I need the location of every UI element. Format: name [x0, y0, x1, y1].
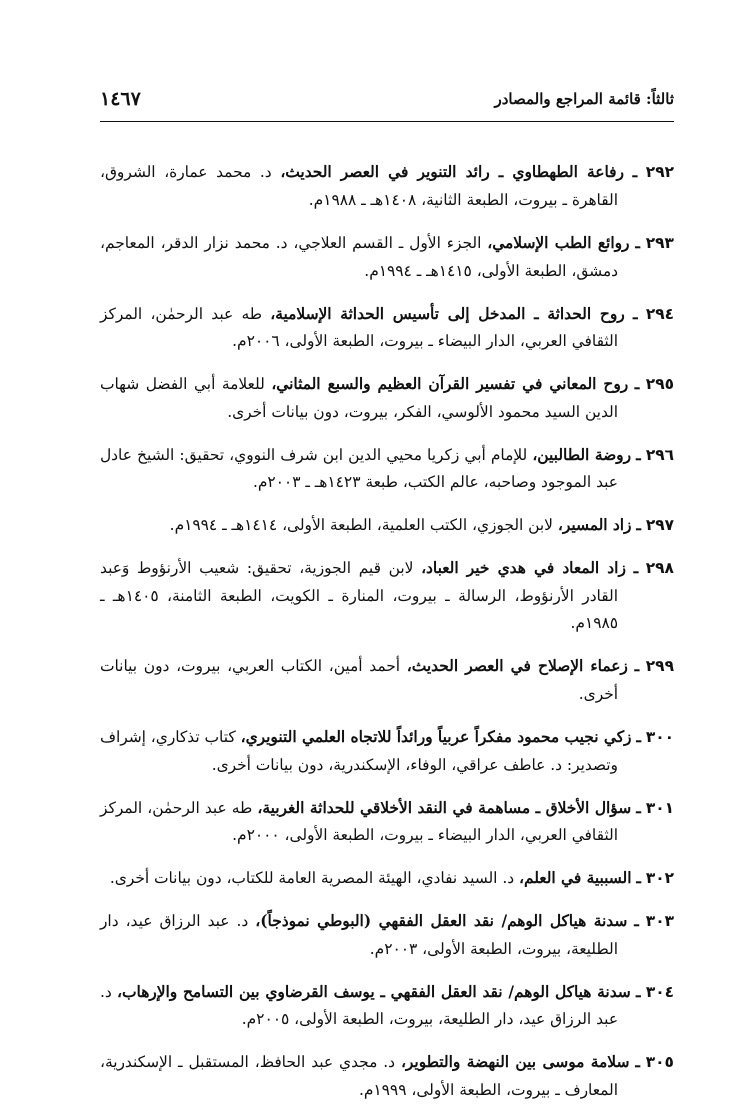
entry-details: د. مجدي عبد الحافظ، المستقبل ـ الإسكندرية، المعارف ـ بيروت، الطبعة الأولى، ١٩٩٩م. [100, 1053, 618, 1099]
entry-title: سلامة موسى بين النهضة والتطوير، [400, 1053, 630, 1072]
bibliography-entry [100, 442, 674, 497]
section-title: ثالثاً: قائمة المراجع والمصادر [494, 90, 674, 108]
entry-number: ٣٠١ [645, 798, 674, 817]
entry-separator: ـ [633, 304, 638, 323]
entry-number: ٣٠٢ [645, 869, 674, 888]
entry-title: زكي نجيب محمود مفكراً عربياً ورائداً للاتجاه العلمي التنويري، [240, 728, 632, 747]
entry-details: للإمام أبي زكريا محيي الدين ابن شرف النووي، تحقيق: الشيخ عادل عبد الموجود وصاحبه، عالم الكتب، طبعة ١٤٢٣هـ ـ ٢٠٠٣م. [100, 445, 618, 492]
bibliography-entry [100, 1049, 674, 1104]
entry-details: طه عبد الرحمٰن، المركز الثقافي العربي، الدار البيضاء ـ بيروت، الطبعة الأولى، ٢٠٠٠م. [100, 798, 618, 845]
entry-number: ٣٠٥ [645, 1053, 674, 1072]
entry-number: ٢٩٩ [645, 657, 674, 676]
bibliography-entry [100, 979, 674, 1034]
entry-title: زعماء الإصلاح في العصر الحديث، [406, 657, 628, 676]
bibliography-entry [100, 301, 674, 356]
entry-separator: ـ [634, 912, 639, 931]
entry-title: سدنة هياكل الوهم/ نقد العقل الفقهي ـ يوسف القرضاوي بين التسامح والإرهاب، [117, 982, 631, 1001]
entry-separator: ـ [635, 1053, 640, 1072]
entry-separator: ـ [632, 163, 638, 182]
entry-number: ٢٩٣ [645, 233, 674, 252]
entry-number: ٣٠٣ [645, 912, 674, 931]
entry-number: ٢٩٨ [645, 559, 674, 578]
entry-title: رفاعة الطهطاوي ـ رائد التنوير في العصر الحديث، [280, 163, 624, 182]
entry-details: للعلامة أبي الفضل شهاب الدين السيد محمود الألوسي، الفكر، بيروت، دون بيانات أخرى. [100, 375, 618, 421]
entry-details: د. محمد عمارة، الشروق، القاهرة ـ بيروت، الطبعة الثانية، ١٤٠٨هـ ـ ١٩٨٨م. [100, 163, 618, 209]
entry-separator: ـ [634, 657, 640, 676]
entry-details: د. عبد الرزاق عيد، دار الطليعة، بيروت، الطبعة الأولى، ٢٠٠٥م. [100, 982, 618, 1029]
entry-title: سدنة هياكل الوهم/ نقد العقل الفقهي (البوطي نموذجاً)، [255, 912, 628, 931]
entry-details: لابن قيم الجوزية، تحقيق: شعيب الأرنؤوط وَعبد القادر الأرنؤوط، الرسالة ـ بيروت، المنارة ـ الكويت، الطبعة الثامنة، ١٤٠٥هـ ـ ١٩٨٥م. [100, 559, 618, 633]
entry-title: روضة الطالبين، [532, 445, 632, 464]
bibliography-entry [100, 555, 674, 638]
entry-details: أحمد أمين، الكتاب العربي، بيروت، دون بيانات أخرى. [100, 657, 618, 704]
bibliography-entry [100, 512, 674, 540]
entry-separator: ـ [636, 982, 641, 1001]
page-number: ١٤٦٧ [100, 88, 141, 110]
entry-separator: ـ [636, 728, 641, 747]
bibliography-list [100, 144, 674, 1110]
bibliography-entry [100, 371, 674, 426]
bibliography-entry [100, 865, 674, 893]
entry-separator: ـ [636, 445, 641, 464]
entry-separator: ـ [636, 869, 641, 888]
entry-separator: ـ [636, 798, 641, 817]
bibliography-entry [100, 653, 674, 708]
bibliography-entry [100, 795, 674, 850]
entry-title: السببية في العلم، [519, 869, 632, 888]
entry-details: كتاب تذكاري، إشراف وتصدير: د. عاطف عراقي، الوفاء، الإسكندرية، دون بيانات أخرى. [100, 728, 618, 774]
entry-number: ٢٩٧ [645, 516, 674, 535]
entry-details: طه عبد الرحمٰن، المركز الثقافي العربي، الدار البيضاء ـ بيروت، الطبعة الأولى، ٢٠٠٦م. [100, 304, 618, 351]
entry-details: الجزء الأول ـ القسم العلاجي، د. محمد نزار الدقر، المعاجم، دمشق، الطبعة الأولى، ١٤١٥هـ ـ ١٩٩٤م. [100, 233, 618, 280]
entry-title: روائع الطب الإسلامي، [487, 233, 630, 252]
entry-title: سؤال الأخلاق ـ مساهمة في النقد الأخلاقي للحداثة الغربية، [257, 798, 632, 817]
bibliography-entry [100, 159, 674, 214]
entry-number: ٣٠٤ [645, 982, 674, 1001]
entry-separator: ـ [633, 559, 639, 578]
bibliography-entry [100, 230, 674, 285]
entry-number: ٢٩٥ [645, 375, 674, 394]
entry-title: روح المعاني في تفسير القرآن العظيم والسبع المثاني، [271, 375, 629, 394]
entry-title: زاد المسير، [557, 516, 632, 535]
entry-separator: ـ [634, 375, 640, 394]
entry-number: ٢٩٢ [645, 163, 674, 182]
entry-details: د. السيد نفادي، الهيئة المصرية العامة للكتاب، دون بيانات أخرى. [109, 869, 515, 888]
header-divider [100, 121, 674, 122]
entry-title: روح الحداثة ـ المدخل إلى تأسيس الحداثة الإسلامية، [270, 304, 625, 323]
entry-number: ٢٩٤ [645, 304, 674, 323]
entry-details: د. عبد الرزاق عيد، دار الطليعة، بيروت، الطبعة الأولى، ٢٠٠٣م. [100, 912, 618, 958]
running-header [100, 88, 674, 122]
bibliography-entry [100, 908, 674, 963]
entry-separator: ـ [636, 516, 641, 535]
entry-title: زاد المعاد في هدي خير العباد، [421, 559, 626, 578]
bibliography-entry [100, 724, 674, 779]
entry-separator: ـ [635, 233, 640, 252]
entry-number: ٣٠٠ [645, 728, 674, 747]
entry-number: ٢٩٦ [645, 445, 674, 464]
entry-details: لابن الجوزي، الكتب العلمية، الطبعة الأولى، ١٤١٤هـ ـ ١٩٩٤م. [169, 516, 553, 535]
